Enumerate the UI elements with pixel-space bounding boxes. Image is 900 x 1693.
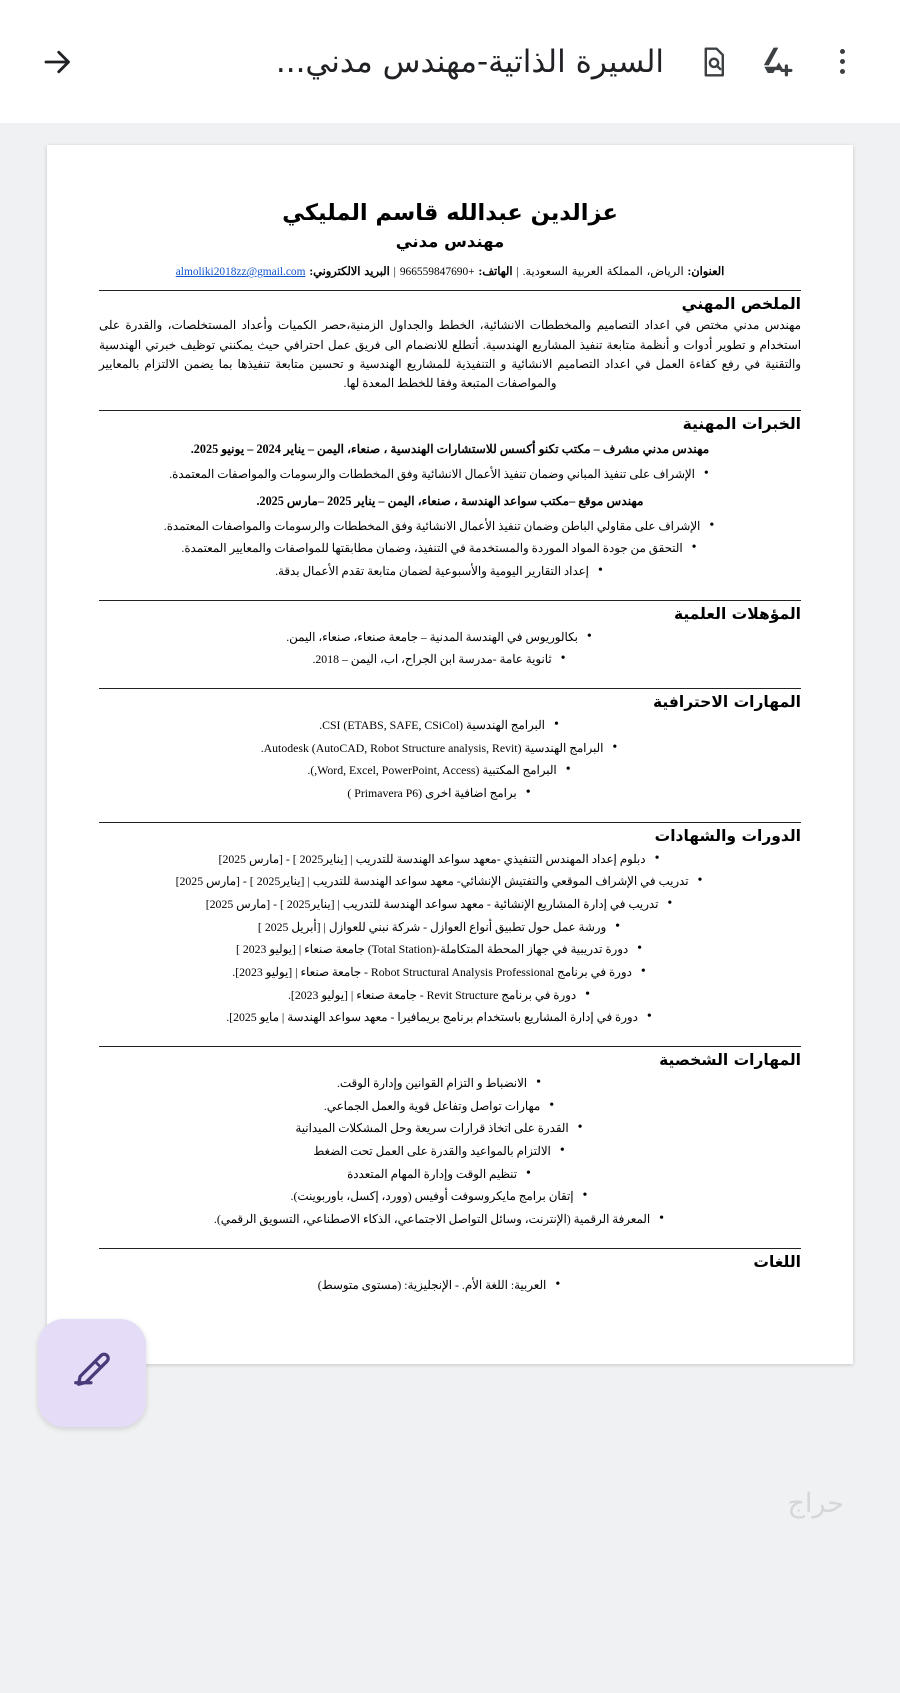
section-paragraph: مهندس مدني مختص في اعداد التصاميم والمخططات الانشائية، الخطط والجداول الزمنية،حصر الكميات وأعداد المستخلصات، والقدرة على استخدام و تطوير أدوات و أنظمة متابعة تنفيذ المشاريع الهندسية. أتطلع للانضمام الى فريق عمل احترافي حيث يمكنني توظيف خبرتي الهندسية والتقنية في رفع كفاءة العمل في اعداد التصاميم الانشائية و التنفيذية للمشاريع الهندسية و تحسين متابعة تنفيذها بما يضمن الالتزام بالمعايير والمواصفات المتبعة وفقا للخطط المعدة لها. bbox=[99, 318, 801, 391]
phone-value: +966559847690 bbox=[399, 266, 475, 279]
list-item-text: • دورة في برنامج Revit Structure - جامعة صنعاء | [يوليو 2023]. bbox=[288, 984, 590, 1007]
list-item bbox=[99, 1185, 779, 1208]
list-item bbox=[99, 560, 779, 583]
list-item bbox=[99, 1006, 779, 1029]
edit-fab-button[interactable] bbox=[38, 1319, 146, 1427]
edit-pen-icon bbox=[66, 1347, 118, 1399]
app-bar bbox=[0, 0, 900, 123]
job-title: مهندس مدني مشرف – مكتب تكنو أكسس للاستشارات الهندسية ، صنعاء، اليمن – يناير 2024 – يونيو 2025. bbox=[190, 442, 710, 457]
cv-job-title: مهندس مدني bbox=[395, 232, 505, 252]
list-item bbox=[99, 1208, 779, 1231]
section-spacer bbox=[99, 1298, 801, 1304]
email-link[interactable]: almoliki2018zz@gmail.com bbox=[175, 266, 306, 279]
list-item bbox=[99, 1163, 779, 1186]
section-divider bbox=[99, 688, 801, 689]
document-viewer[interactable] bbox=[0, 123, 900, 1545]
list-item-text: • التحقق من جودة المواد الموردة والمستخدمة في التنفيذ، وضمان مطابقتها للمواصفات والمعايير المعتمدة. bbox=[181, 537, 696, 560]
section-divider bbox=[99, 822, 801, 823]
arrow-right-icon bbox=[40, 44, 76, 80]
drive-add-icon bbox=[760, 44, 796, 80]
list-item-text: • البرامج الهندسية CSI (ETABS, SAFE, CSiCol). bbox=[319, 714, 559, 737]
list-item-text: • بكالوريوس في الهندسة المدنية – جامعة صنعاء، صنعاء، اليمن. bbox=[286, 626, 592, 649]
list-item bbox=[99, 984, 779, 1007]
section-divider bbox=[99, 1248, 801, 1249]
section-bullet-list bbox=[99, 714, 801, 805]
section-spacer bbox=[99, 673, 801, 679]
section-bullet-list bbox=[99, 1274, 801, 1297]
list-item-text: • دورة تدريبية في جهاز المحطة المتكاملة-(Total Station) جامعة صنعاء | [يوليو 2023 ] bbox=[236, 938, 642, 961]
list-item-text: • دورة في إدارة المشاريع باستخدام برنامج بريمافيرا - معهد سواعد الهندسة | مايو 2025]. bbox=[226, 1006, 652, 1029]
list-item bbox=[99, 1140, 779, 1163]
list-item bbox=[99, 848, 779, 871]
list-item-text: • دبلوم إعداد المهندس التنفيذي -معهد سواعد الهندسة للتدريب | [يناير2025 ] - [مارس 2025] bbox=[219, 848, 660, 871]
section-heading: الملخص المهني bbox=[681, 295, 801, 314]
section-divider bbox=[99, 1046, 801, 1047]
section-heading: المهارات الشخصية bbox=[659, 1051, 801, 1070]
watermark-logo: حراج bbox=[787, 1488, 844, 1519]
section-bullet-list bbox=[99, 848, 801, 1029]
cv-contact-line bbox=[99, 264, 801, 281]
list-item-text: • إتقان برامج مايكروسوفت أوفيس (وورد، إكسل، باوربوينت). bbox=[291, 1185, 588, 1208]
document-search-icon bbox=[697, 45, 731, 79]
list-item bbox=[99, 938, 779, 961]
section-heading: المؤهلات العلمية bbox=[673, 604, 801, 623]
list-item-text: • دورة في برنامج Robot Structural Analysis Professional - جامعة صنعاء | [يوليو 2023]. bbox=[232, 961, 646, 984]
section-bullet-list bbox=[99, 626, 801, 671]
section-spacer bbox=[99, 1031, 801, 1037]
three-dot-menu-icon bbox=[840, 49, 845, 74]
list-item-text: • تدريب في إدارة المشاريع الإنشائية - معهد سواعد الهندسة للتدريب | [يناير2025 ] - [مارس 2025] bbox=[206, 893, 673, 916]
section-spacer bbox=[99, 807, 801, 813]
cv-sections bbox=[99, 290, 801, 1304]
viewer-bottom-strip bbox=[0, 1449, 900, 1545]
section-bullet-list bbox=[99, 1072, 801, 1231]
job-bullet-list bbox=[99, 515, 801, 583]
list-item bbox=[99, 737, 779, 760]
contact-separator-2: | bbox=[389, 266, 396, 279]
list-item bbox=[99, 893, 779, 916]
address-label: العنوان: bbox=[687, 266, 725, 279]
section-heading: الخبرات المهنية bbox=[682, 415, 801, 434]
list-item-text: • تدريب في الإشراف الموقعي والتفتيش الإنشائي- معهد سواعد الهندسة للتدريب | [يناير2025 ] - [مارس 2025] bbox=[176, 870, 703, 893]
list-item bbox=[99, 782, 779, 805]
add-to-drive-button[interactable] bbox=[746, 30, 810, 94]
app-bar-title: السيرة الذاتية-مهندس مدني... bbox=[275, 43, 664, 80]
list-item-text: • الالتزام بالمواعيد والقدرة على العمل تحت الضغط bbox=[313, 1140, 564, 1163]
list-item-text: • إعداد التقارير اليومية والأسبوعية لضمان متابعة تقدم الأعمال بدقة. bbox=[275, 560, 603, 583]
job-title: مهندس موقع –مكتب سواعد الهندسة ، صنعاء، اليمن – يناير 2025 –مارس 2025. bbox=[256, 494, 644, 509]
list-item-text: • الإشراف على مقاولي الباطن وضمان تنفيذ الأعمال الانشائية وفق المخططات والرسومات والمواصفات المعتمدة. bbox=[164, 515, 714, 538]
cv-full-name: عزالدين عبدالله قاسم المليكي bbox=[282, 200, 618, 226]
list-item bbox=[99, 537, 779, 560]
list-item bbox=[99, 515, 779, 538]
list-item-text: • البرامج الهندسية Autodesk (AutoCAD, Robot Structure analysis, Revit). bbox=[261, 737, 618, 760]
list-item bbox=[99, 1117, 779, 1140]
back-button[interactable] bbox=[26, 30, 90, 94]
list-item bbox=[99, 759, 779, 782]
list-item-text: • الإشراف على تنفيذ المباني وضمان تنفيذ الأعمال الانشائية وفق المخططات والرسومات والمواصفات المعتمدة. bbox=[169, 463, 709, 486]
list-item bbox=[99, 1274, 779, 1297]
address-value: الرياض، المملكة العربية السعودية. bbox=[522, 266, 684, 279]
list-item-text: • ثانوية عامة -مدرسة ابن الجراح، اب، اليمن – 2018. bbox=[312, 648, 565, 671]
phone-label: الهاتف: bbox=[478, 266, 513, 279]
overflow-menu-button[interactable] bbox=[810, 30, 874, 94]
cv-page bbox=[47, 145, 853, 1364]
list-item bbox=[99, 916, 779, 939]
section-divider bbox=[99, 290, 801, 291]
list-item-text: • الانضباط و التزام القوانين وإدارة الوقت. bbox=[337, 1072, 541, 1095]
list-item bbox=[99, 870, 779, 893]
section-spacer bbox=[99, 585, 801, 591]
list-item bbox=[99, 714, 779, 737]
email-label: البريد الالكتروني: bbox=[309, 266, 390, 279]
list-item-text: • برامج اضافية اخرى (Primavera P6 ) bbox=[347, 782, 530, 805]
job-bullet-list bbox=[99, 463, 801, 486]
list-item-text: • العربية: اللغة الأم. - الإنجليزية: (مستوى متوسط) bbox=[318, 1274, 561, 1297]
list-item bbox=[99, 648, 779, 671]
list-item-text: • تنظيم الوقت وإدارة المهام المتعددة bbox=[347, 1163, 531, 1186]
list-item-text: • ورشة عمل حول تطبيق أنواع العوازل - شركة نبني للعوازل | [أبريل 2025 ] bbox=[258, 916, 620, 939]
document-search-button[interactable] bbox=[682, 30, 746, 94]
list-item bbox=[99, 961, 779, 984]
section-divider bbox=[99, 600, 801, 601]
contact-separator-1: | bbox=[512, 266, 519, 279]
list-item-text: • البرامج المكتبية (Word, Excel, PowerPoint, Access,). bbox=[307, 759, 570, 782]
list-item-text: • المعرفة الرقمية (الإنترنت، وسائل التواصل الاجتماعي، الذكاء الاصطناعي، التسويق الرقمي). bbox=[214, 1208, 664, 1231]
list-item bbox=[99, 626, 779, 649]
list-item bbox=[99, 1095, 779, 1118]
section-spacer bbox=[99, 395, 801, 401]
list-item bbox=[99, 1072, 779, 1095]
section-heading: المهارات الاحترافية bbox=[653, 692, 801, 711]
section-divider bbox=[99, 410, 801, 411]
list-item bbox=[99, 463, 779, 486]
section-spacer bbox=[99, 1233, 801, 1239]
section-heading: اللغات bbox=[753, 1252, 801, 1271]
list-item-text: • مهارات تواصل وتفاعل قوية والعمل الجماعي. bbox=[324, 1095, 554, 1118]
list-item-text: • القدرة على اتخاذ قرارات سريعة وحل المشكلات الميدانية bbox=[295, 1117, 582, 1140]
section-heading: الدورات والشهادات bbox=[654, 826, 801, 845]
